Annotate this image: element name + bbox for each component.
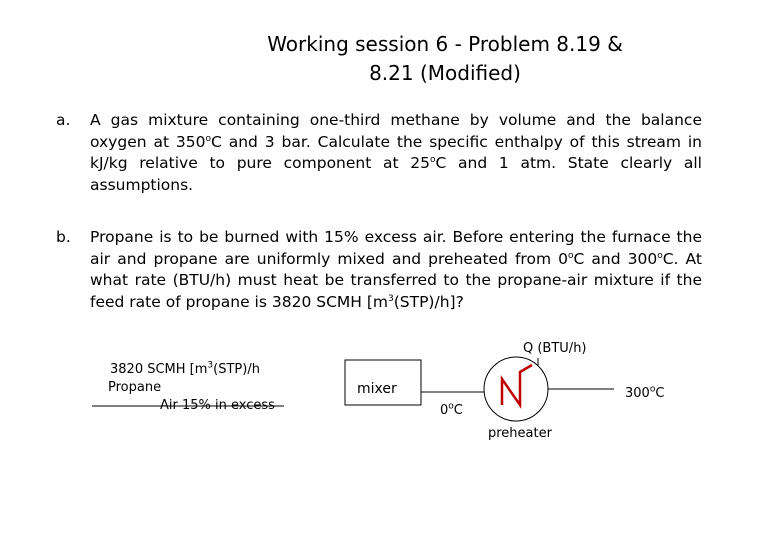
preheater-label: preheater [488,426,552,441]
feed-rate-label: 3820 SCMH [$m^3(STP)/h$ [110,360,260,377]
question-b-text: Propane is to be burned with 15% excess air. Before entering the furnace the air and propane are uniformly mixed and preheated from 0$^o$C and 300$^o$C. At what rate (BTU/h) must heat be transferred to the propane-air mixture if the feed rate of propane is 3820 SCMH $[m^3(STP)/h]$? [90,228,702,311]
heat-coil-icon [502,365,532,405]
feed-propane-label: Propane [108,380,162,395]
title-line-2: 8.21 (Modified) [369,61,521,85]
question-b-label: b. [56,228,71,246]
inlet-temp-label: 0$^o$C [440,401,463,418]
mixer-label: mixer [357,381,397,397]
preheater-unit [484,357,548,421]
question-a-label: a. [56,111,71,129]
question-a-text: A gas mixture containing one-third methane by volume and the balance oxygen at 350$^o$C and 3 bar. Calculate the specific enthalpy of this stream in kJ/kg relative to pure component at 25$^o$C and 1 atm. State clearly all assumptions. [90,111,702,194]
feed-air-label: Air 15% in excess [160,398,275,413]
outlet-temp-label: 300$^o$C [625,384,665,401]
heat-label: Q (BTU/h) [523,341,587,356]
title-line-1: Working session 6 - Problem 8.19 & [267,32,623,56]
